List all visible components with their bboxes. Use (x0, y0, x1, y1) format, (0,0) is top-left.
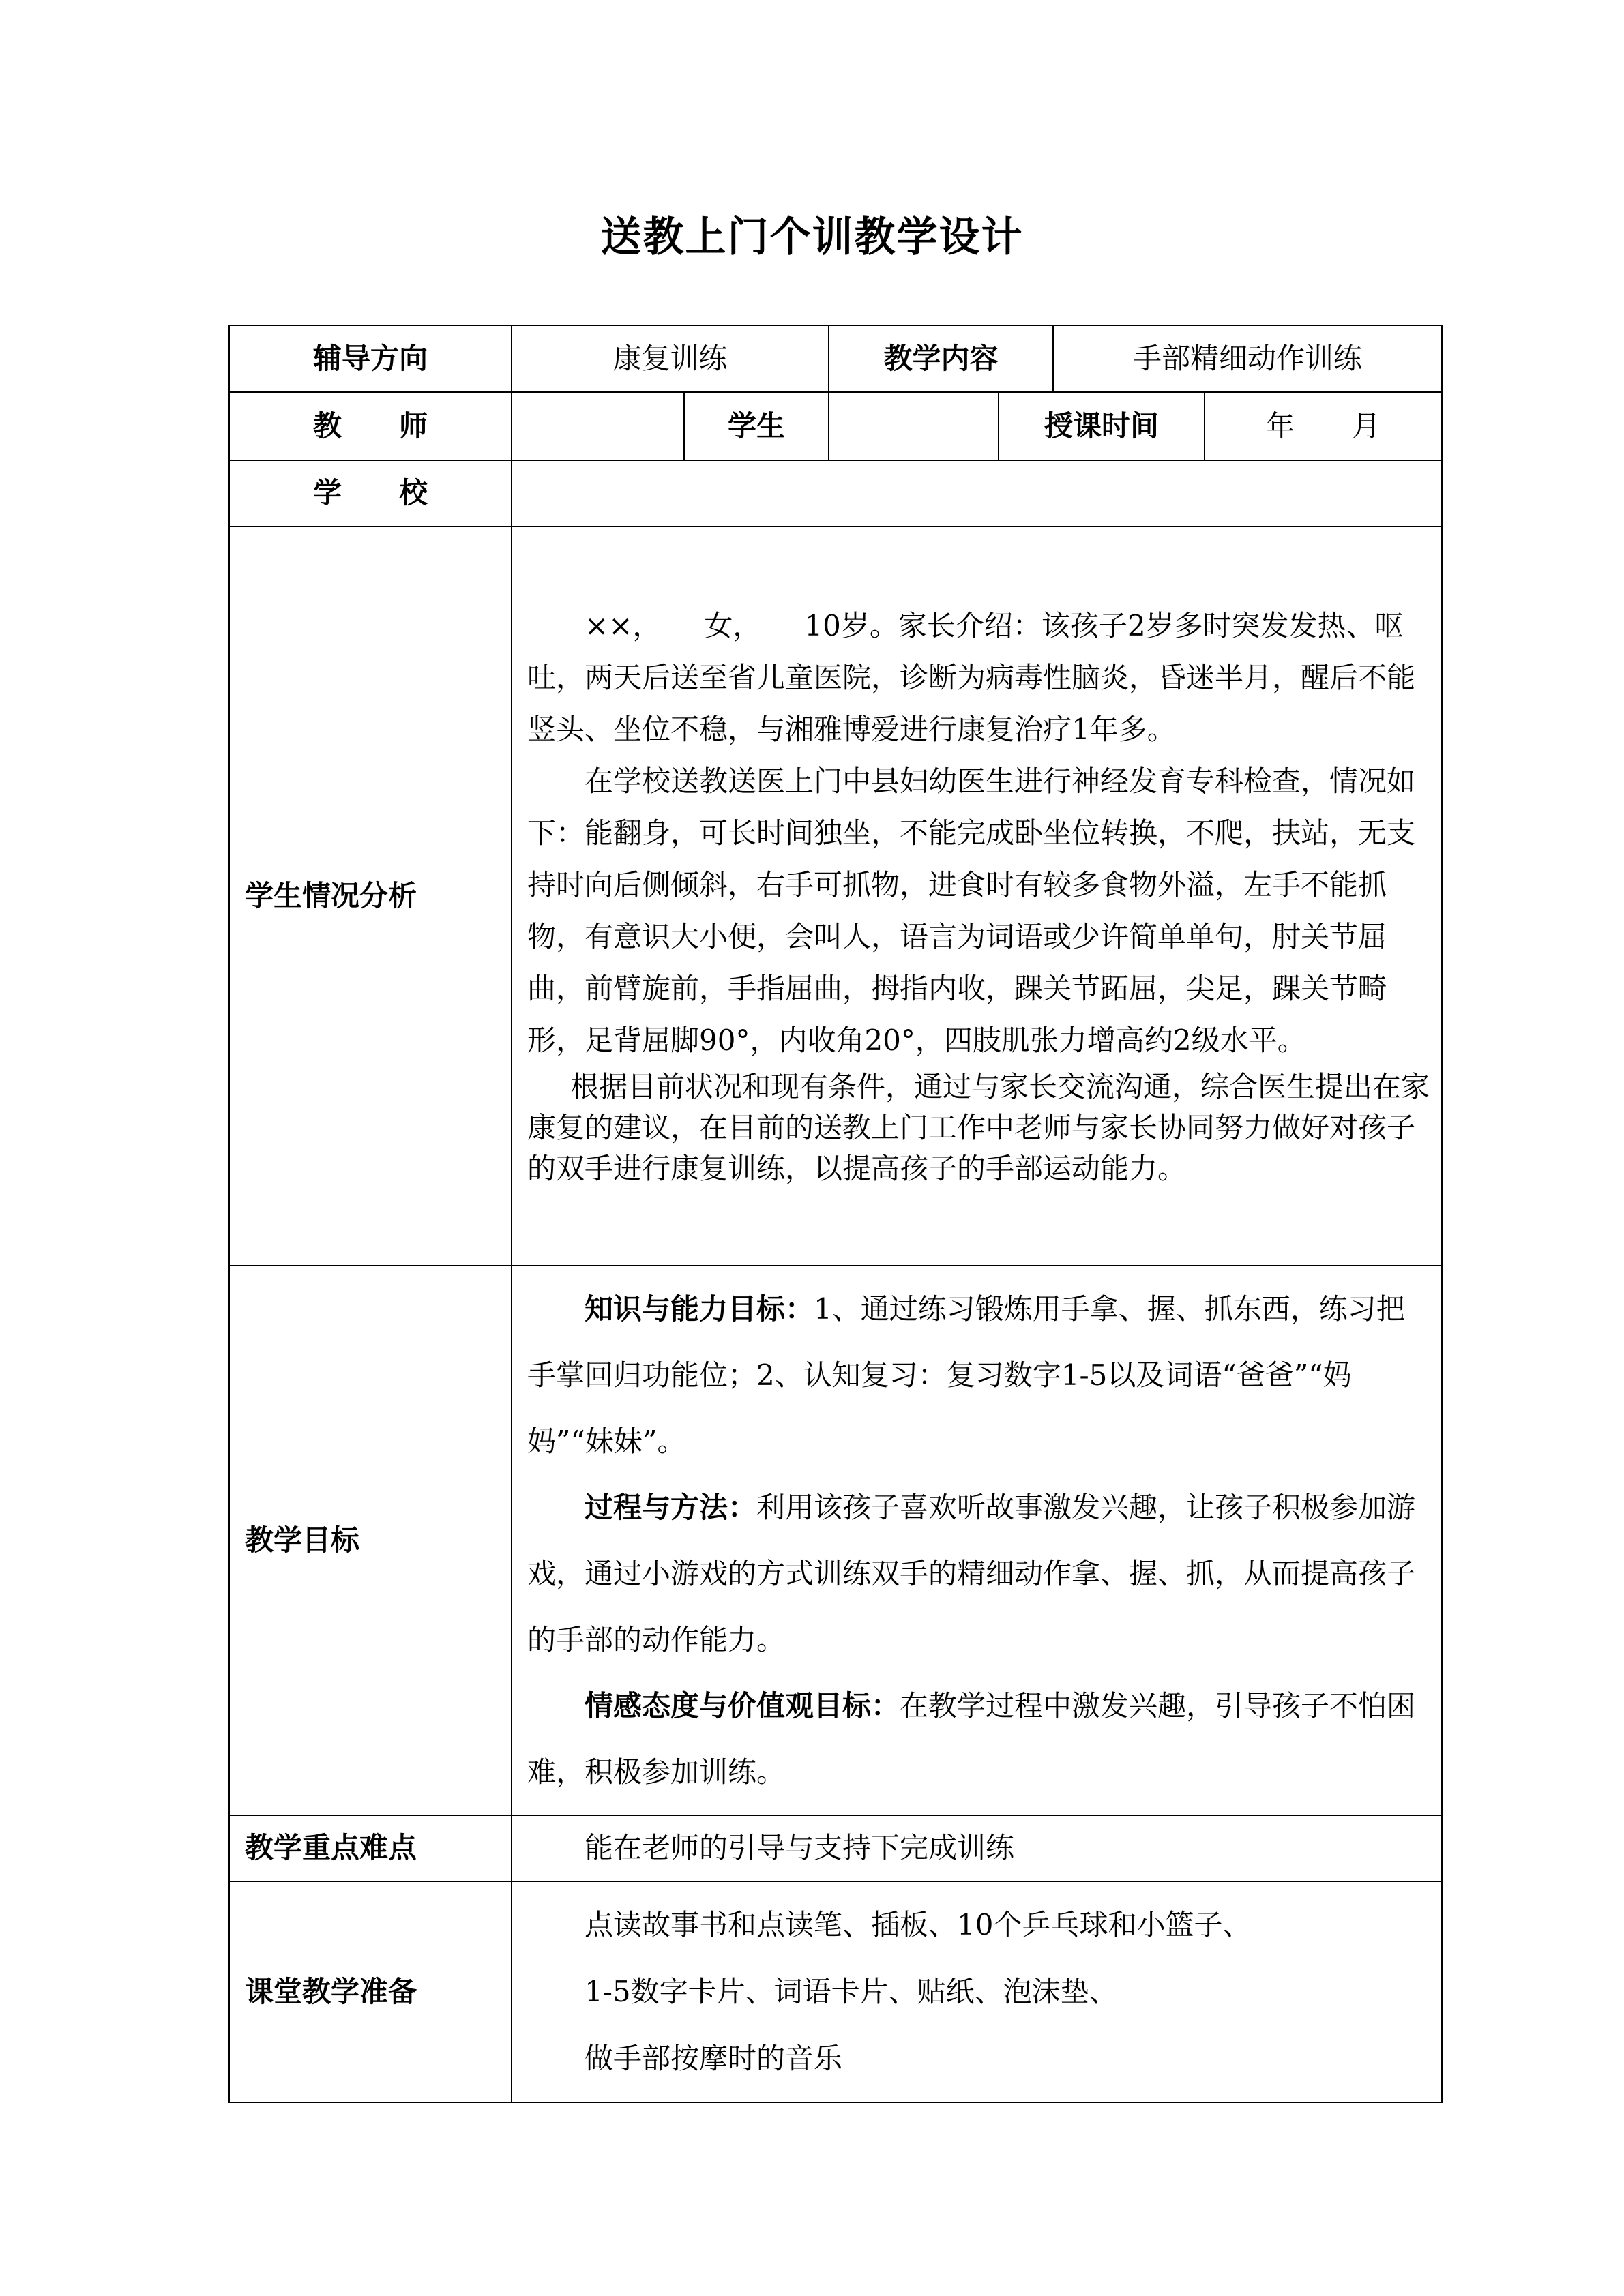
direction-label: 辅导方向 (229, 325, 512, 392)
time-cell (999, 392, 1442, 460)
lesson-plan-table (228, 325, 1443, 2103)
analysis-paragraph-3: 根据目前状况和现有条件，通过与家长交流沟通，综合医生提出在家康复的建议，在目前的送教上门工作中老师与家长协同努力做好对孩子的双手进行康复训练，以提高孩子的手部运动能力。 (527, 1070, 1430, 1185)
goal-emotion (527, 1673, 1432, 1805)
teacher-label: 教 师 (229, 392, 512, 460)
content-label: 教学内容 (829, 325, 1053, 392)
goal-process (527, 1474, 1432, 1673)
key-cell (512, 1815, 1442, 1881)
row-school (229, 460, 1442, 526)
goal-process-title: 过程与方法： (585, 1491, 757, 1524)
page-title: 送教上门个训教学设计 (600, 213, 1024, 261)
analysis-paragraph-2: 在学校送教送医上门中县妇幼医生进行神经发育专科检查，情况如下：能翻身，可长时间独坐，不能完成卧坐位转换，不爬，扶站，无支持时向后侧倾斜，右手可抓物，进食时有较多食物外溢，左手不能抓物，有意识大小便，会叫人，语言为词语或少许简单单句，肘关节屈曲，前臂旋前，手指屈曲，拇指内收，踝关节跖屈，尖足，踝关节畸形，足背屈脚90°，内收角20°，四肢肌张力增高约2级水平。 (527, 764, 1416, 1057)
prep-line-2: 1-5数字卡片、词语卡片、贴纸、泡沫垫、 (585, 1975, 1118, 2008)
prep-content (512, 1881, 1442, 2102)
row-direction (229, 325, 1442, 392)
time-value: 年 月 (1266, 408, 1381, 443)
key-value: 能在老师的引导与支持下完成训练 (585, 1831, 1015, 1865)
goal-emotion-title: 情感态度与价值观目标： (585, 1689, 900, 1723)
content-value: 手部精细动作训练 (1053, 325, 1442, 392)
goal-emotion-text: 在教学过程中激发兴趣，引导孩子不怕困难，积极参加训练。 (527, 1689, 1416, 1789)
prep-line-3: 做手部按摩时的音乐 (585, 2042, 843, 2075)
school-label: 学 校 (229, 460, 512, 526)
goal-knowledge-text: 1、通过练习锻炼用手拿、握、抓东西，练习把手掌回归功能位；2、认知复习：复习数字1-5以及词语“爸爸”“妈妈”“妹妹”。 (527, 1292, 1405, 1458)
goals-label: 教学目标 (229, 1266, 512, 1815)
goals-content (512, 1266, 1442, 1815)
row-key (229, 1815, 1442, 1881)
row-teacher (229, 392, 1442, 460)
student-label: 学生 (684, 392, 829, 460)
goal-knowledge-title: 知识与能力目标： (585, 1292, 814, 1326)
prep-label: 课堂教学准备 (229, 1881, 512, 2102)
goal-process-text: 利用该孩子喜欢听故事激发兴趣，让孩子积极参加游戏，通过小游戏的方式训练双手的精细动作拿、握、抓，从而提高孩子的手部的动作能力。 (527, 1491, 1416, 1656)
key-label: 教学重点难点 (229, 1815, 512, 1881)
analysis-label: 学生情况分析 (229, 526, 512, 1266)
row-goals (229, 1266, 1442, 1815)
student-value (829, 392, 999, 460)
analysis-paragraph-1: ××， 女， 10岁。家长介绍：该孩子2岁多时突发发热、呕吐，两天后送至省儿童医院，诊断为病毒性脑炎，昏迷半月，醒后不能竖头、坐位不稳，与湘雅博爱进行康复治疗1年多。 (527, 609, 1416, 746)
analysis-content (512, 526, 1442, 1266)
prep-line-1: 点读故事书和点读笔、插板、10个乒乓球和小篮子、 (585, 1908, 1252, 1941)
teacher-value (512, 392, 684, 460)
goal-knowledge (527, 1276, 1432, 1474)
time-label: 授课时间 (999, 393, 1205, 460)
school-value (512, 460, 1442, 526)
row-analysis (229, 526, 1442, 1266)
direction-value: 康复训练 (512, 325, 829, 392)
row-prep (229, 1881, 1442, 2102)
